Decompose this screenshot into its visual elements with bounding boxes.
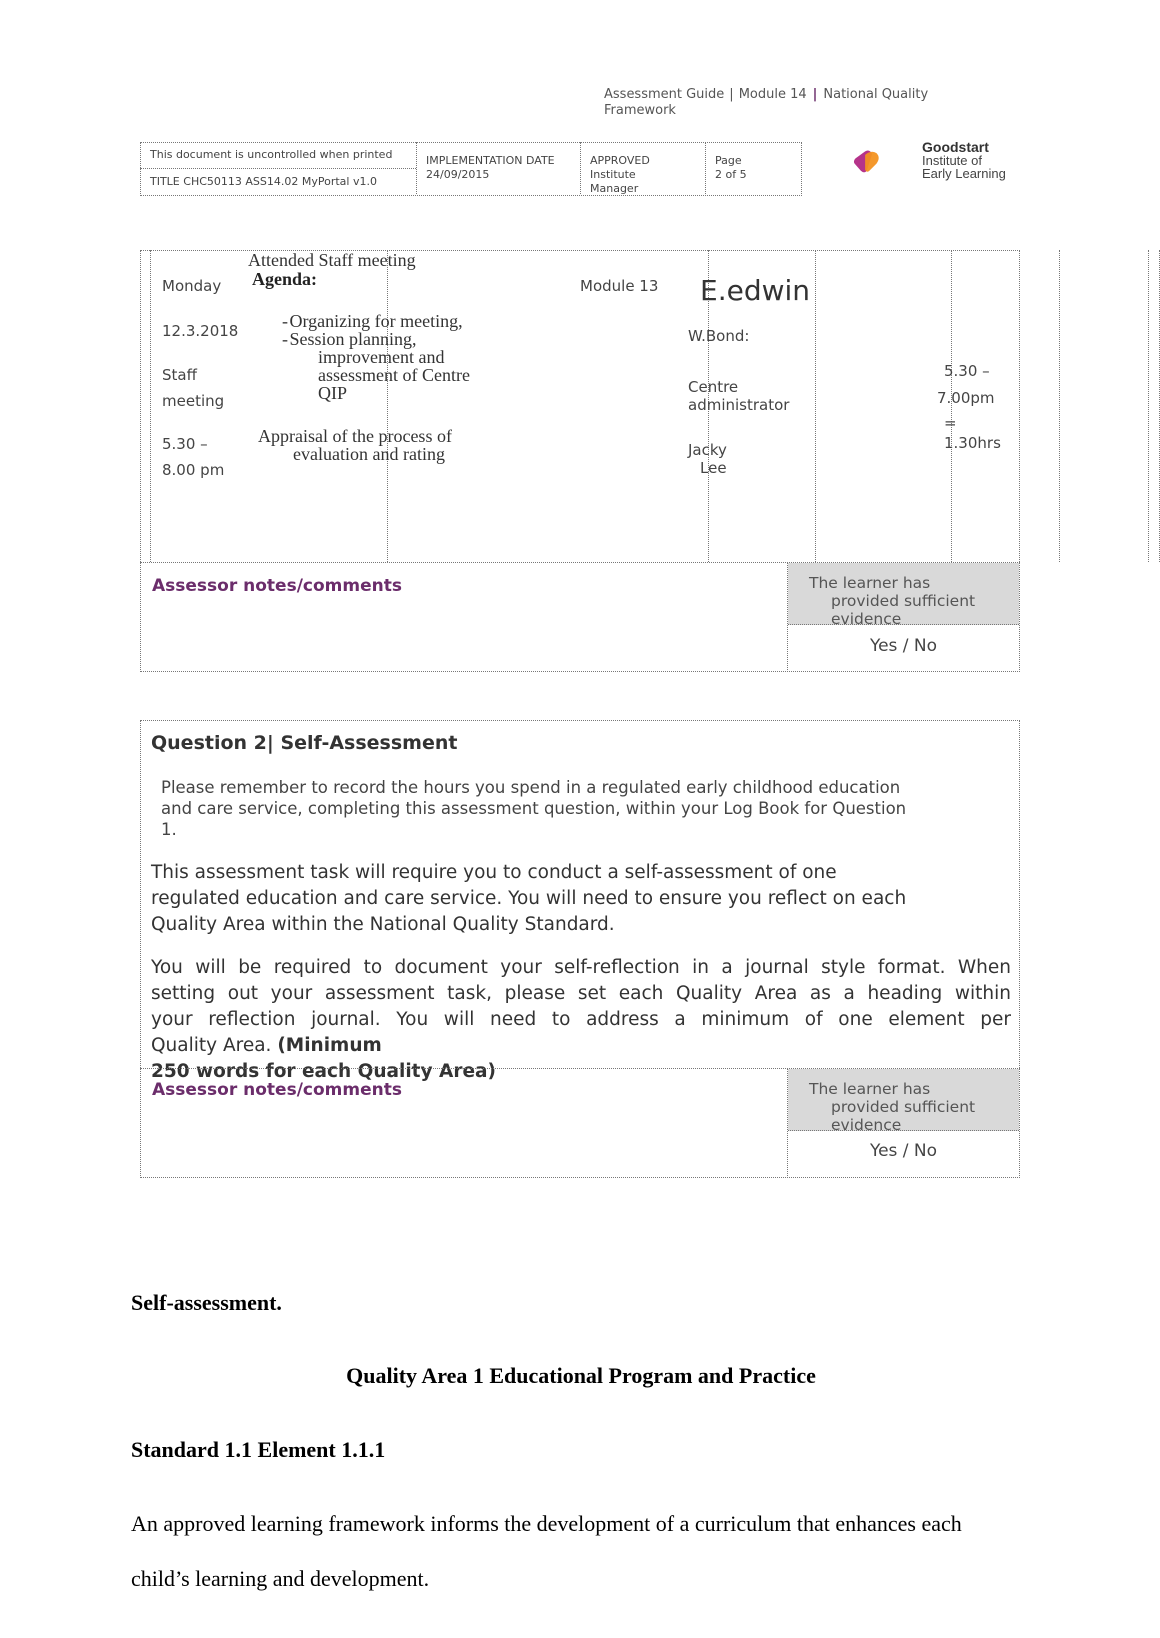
log-module: Module 13	[580, 277, 659, 295]
logo-line1: Goodstart	[922, 139, 989, 155]
page-number: 2 of 5	[715, 168, 747, 181]
evidence-text-line2: provided sufficient	[831, 1098, 976, 1116]
logo-line2: Institute of	[922, 153, 982, 168]
activity-title: Attended Staff meeting	[248, 250, 416, 270]
evidence-box	[788, 563, 1019, 628]
evidence-text-line3: evidence	[831, 1116, 902, 1134]
paragraph-line: Quality Area. (Minimum	[151, 1035, 382, 1056]
hours-line4: 1.30hrs	[944, 434, 1001, 452]
log-time-line1: 5.30 –	[162, 435, 208, 453]
question-2-paragraph-2	[151, 955, 1011, 1082]
contact-name-line2: Lee	[700, 459, 727, 477]
yes-no-option[interactable]: Yes / No	[869, 1141, 938, 1161]
log-date: 12.3.2018	[162, 322, 239, 340]
verifier-role-line2: administrator	[688, 396, 790, 414]
question-2-reminder	[161, 777, 1011, 840]
agenda-item: - Organizing for meeting,	[282, 311, 463, 331]
quality-area-heading: Quality Area 1 Educational Program and Practice	[346, 1363, 816, 1388]
agenda-continuation: improvement and	[318, 347, 445, 367]
agenda-continuation: assessment of Centre	[318, 365, 470, 385]
log-type-line1: Staff	[162, 366, 197, 384]
header-divider	[705, 142, 706, 194]
verifier-name: W.Bond:	[688, 327, 750, 345]
evidence-text-line2: provided sufficient	[831, 592, 976, 610]
evidence-text-line1: The learner has	[809, 574, 931, 592]
approved-by: Institute Manager	[590, 168, 639, 195]
verifier-role-line1: Centre	[688, 378, 739, 396]
hours-line2: 7.00pm	[937, 389, 995, 407]
paragraph-line: This assessment task will require you to conduct a self-assessment of one	[151, 862, 837, 883]
log-time-line2: 8.00 pm	[162, 461, 225, 479]
standard-heading: Standard 1.1 Element 1.1.1	[131, 1437, 386, 1462]
evidence-text-line1: The learner has	[809, 1080, 931, 1098]
goodstart-logo-icon	[852, 133, 922, 189]
log-day: Monday	[162, 277, 222, 295]
log-type-line2: meeting	[162, 392, 225, 410]
paragraph-line: You will be required to document your self-reflection in a journal style format. When	[151, 957, 1011, 978]
evidence-text-line3: evidence	[831, 610, 902, 628]
implementation-date: 24/09/2015	[426, 168, 490, 181]
contact-name-line1: Jacky	[688, 441, 727, 459]
header-framework: National Quality Framework	[604, 87, 929, 118]
question-2-title: Question 2| Self-Assessment	[151, 732, 458, 754]
question-2-paragraph-1	[151, 860, 1011, 938]
self-assessment-heading: Self-assessment.	[131, 1290, 282, 1315]
evidence-box	[788, 1069, 1019, 1134]
header-guide: Assessment Guide	[604, 87, 725, 102]
agenda-label: Agenda:	[252, 269, 318, 289]
document-header-title: Assessment Guide | Module 14 | National Quality Framework	[604, 87, 929, 118]
paragraph-line: your reflection journal. You will need to address a minimum of one element per	[151, 1009, 1011, 1030]
logo-line3: Early Learning	[922, 166, 1006, 181]
header-divider	[140, 168, 416, 169]
signature: E.edwin	[700, 274, 811, 307]
assessor-notes-label: Assessor notes/comments	[152, 1080, 402, 1100]
assessor-notes-label: Assessor notes/comments	[152, 576, 402, 596]
appraisal-line2: evaluation and rating	[293, 444, 445, 464]
header-module: Module 14	[738, 87, 807, 102]
document-title: TITLE CHC50113 ASS14.02 MyPortal v1.0	[150, 175, 377, 188]
log-row	[140, 250, 1020, 562]
implementation-date-label: IMPLEMENTATION DATE	[426, 154, 555, 167]
paragraph-line-clipped: 250 words for each Quality Area)	[151, 1061, 496, 1082]
yes-no-option[interactable]: Yes / No	[869, 636, 938, 656]
approved-label: APPROVED	[590, 154, 650, 167]
agenda-continuation: QIP	[318, 383, 348, 403]
standard-paragraph-line2: child’s learning and development.	[131, 1566, 430, 1591]
logo-wordmark	[922, 141, 1006, 180]
paragraph-line: regulated education and care service. You will need to ensure you reflect on each	[151, 888, 907, 909]
agenda-item: - Session planning,	[282, 329, 417, 349]
paragraph-line: Quality Area within the National Quality Standard.	[151, 914, 615, 935]
page-label: Page	[715, 154, 742, 167]
reminder-line: and care service, completing this assessment question, within your Log Book for Question	[161, 799, 907, 818]
standard-paragraph-line1: An approved learning framework informs the development of a curriculum that enhances each	[131, 1511, 962, 1536]
paragraph-line: setting out your assessment task, please set each Quality Area as a heading within	[151, 983, 1011, 1004]
reminder-line: Please remember to record the hours you spend in a regulated early childhood education	[161, 778, 901, 797]
reminder-line: 1.	[161, 820, 177, 839]
hours-line3: =	[944, 414, 957, 432]
uncontrolled-note: This document is uncontrolled when printed	[150, 148, 393, 161]
appraisal-line1: Appraisal of the process of	[258, 426, 452, 446]
hours-line1: 5.30 –	[944, 362, 990, 380]
header-divider	[580, 142, 581, 194]
